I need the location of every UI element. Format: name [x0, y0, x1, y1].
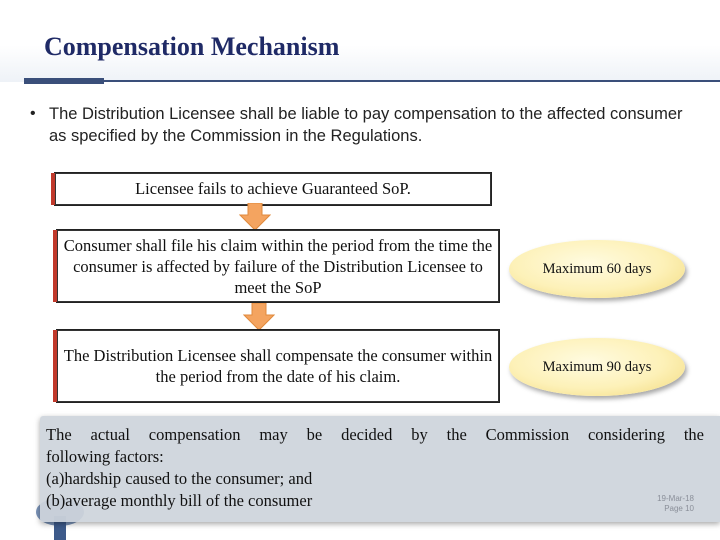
flow-step-file-claim	[57, 230, 499, 302]
note-line: (b)average monthly bill of the consumer	[46, 491, 313, 510]
note-line: following factors:	[46, 447, 164, 466]
timeline-badge-90-days	[509, 338, 685, 396]
note-line: (a)hardship caused to the consumer; and	[46, 469, 313, 488]
footer-page-number: Page 10	[664, 504, 694, 513]
slide-title: Compensation Mechanism	[44, 32, 340, 61]
timeline-badge-60-days	[509, 240, 685, 298]
flow-step-sop-failure	[55, 173, 491, 205]
timeline-text: Maximum 90 days	[542, 358, 652, 375]
note-text	[46, 424, 704, 512]
title-accent-bar	[24, 78, 104, 84]
down-arrow-icon	[239, 203, 271, 231]
down-arrow-icon	[243, 303, 275, 331]
timeline-text: Maximum 60 days	[542, 260, 652, 277]
flow-step-text: Licensee fails to achieve Guaranteed SoP.	[135, 179, 411, 198]
flow-step-text: Consumer shall file his claim within the period from the time the consumer is affected by failure of the Distribution Licensee to meet the SoP	[63, 235, 493, 297]
flow-step-text: The Distribution Licensee shall compensate the consumer within the period from the date of his claim.	[63, 346, 493, 386]
title-divider	[24, 80, 720, 82]
bullet-icon: •	[30, 105, 36, 122]
flow-step-compensate	[57, 330, 499, 402]
bullet-text: The Distribution Licensee shall be liable to pay compensation to the affected consumer as specified by the Commission in the Regulations.	[49, 105, 683, 145]
note-callout	[40, 416, 720, 522]
bullet-point	[30, 103, 690, 147]
footer-date: 19-Mar-18	[657, 494, 694, 503]
note-line: The actual compensation may be decided by the Commission considering the	[46, 425, 704, 444]
